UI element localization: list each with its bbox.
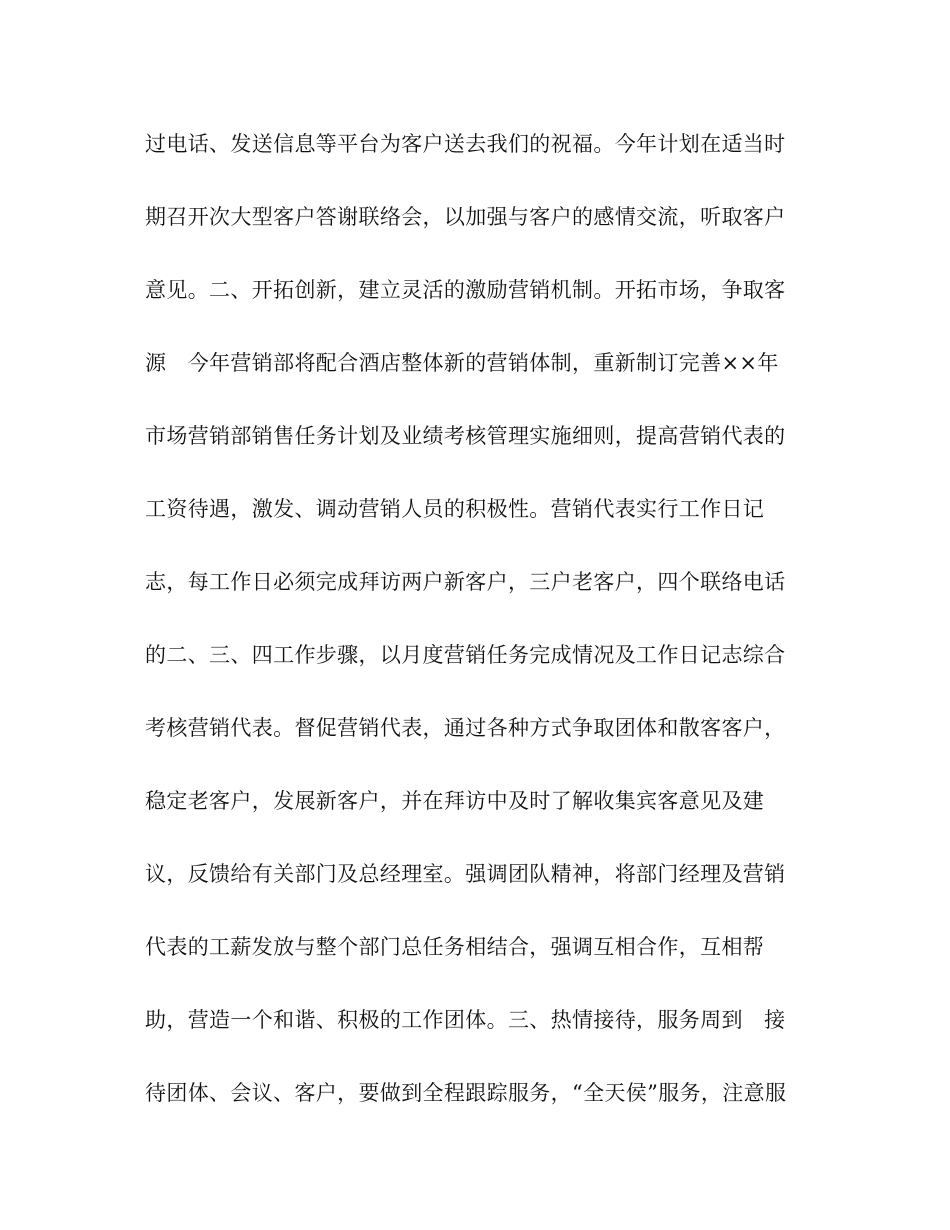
text-line: 考核营销代表。督促营销代表，通过各种方式争取团体和散客客户， [145, 716, 786, 740]
text-line: 稳定老客户，发展新客户，并在拜访中及时了解收集宾客意见及建 [145, 789, 765, 813]
text-line: 过电话、发送信息等平台为客户送去我们的祝福。今年计划在适当时 [145, 132, 786, 156]
text-line: 待团体、会议、客户，要做到全程跟踪服务，“全天侯”服务，注意服 [145, 1081, 787, 1105]
text-line: 源 今年营销部将配合酒店整体新的营销体制，重新制订完善××年 [145, 351, 779, 375]
text-line: 意见。二、开拓创新，建立灵活的激励营销机制。开拓市场，争取客 [145, 278, 786, 302]
text-line: 的二、三、四工作步骤，以月度营销任务完成情况及工作日记志综合 [145, 643, 786, 667]
text-line: 市场营销部销售任务计划及业绩考核管理实施细则，提高营销代表的 [145, 424, 786, 448]
text-line: 议，反馈给有关部门及总经理室。强调团队精神，将部门经理及营销 [145, 862, 786, 886]
text-line: 志，每工作日必须完成拜访两户新客户，三户老客户，四个联络电话 [145, 570, 786, 594]
text-line: 工资待遇，激发、调动营销人员的积极性。营销代表实行工作日记 [145, 497, 765, 521]
text-line: 代表的工薪发放与整个部门总任务相结合，强调互相合作，互相帮 [145, 935, 765, 959]
text-line: 期召开次大型客户答谢联络会，以加强与客户的感情交流，听取客户 [145, 205, 786, 229]
text-line: 助，营造一个和谐、积极的工作团体。三、热情接待，服务周到 接 [145, 1008, 786, 1032]
body-text [145, 126, 810, 1148]
